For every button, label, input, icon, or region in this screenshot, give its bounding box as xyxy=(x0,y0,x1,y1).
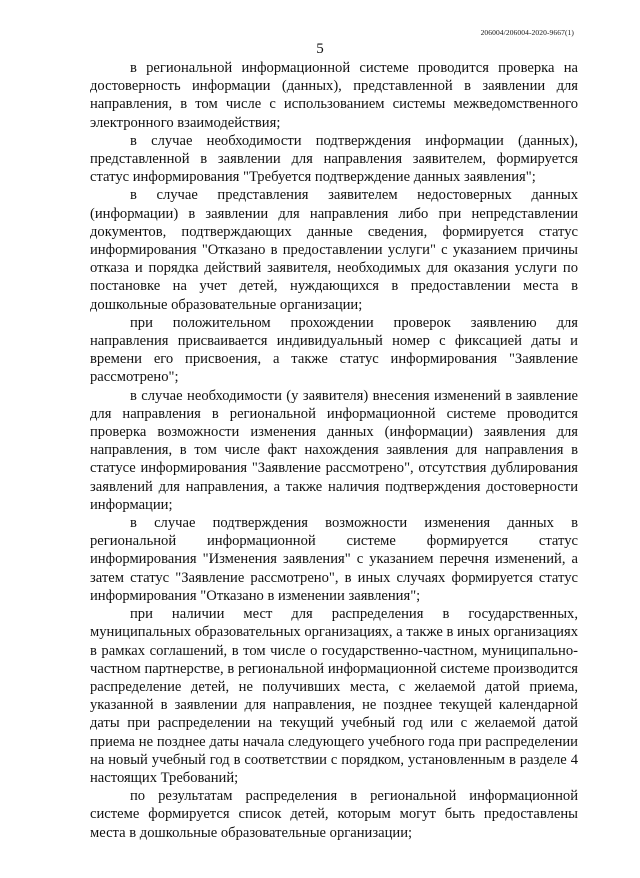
paragraph: при положительном прохождении проверок заявлению для направления присваивается индивидуальный номер с фиксацией даты и времени его присвоения, а также статус информирования "Заявление рассмотрено"; xyxy=(90,314,578,386)
document-body xyxy=(90,59,578,842)
paragraph: в региональной информационной системе проводится проверка на достоверность информации (данных), представленной в заявлении для направления, в том числе с использованием системы межведомственного электронного взаимодействия; xyxy=(90,60,578,131)
paragraph: в случае подтверждения возможности изменения данных в региональной информационной системе формируется статус информирования "Изменения заявления" с указанием перечня изменений, а затем статус "Заявление рассмотрено", в иных случаях формируется статус информирования "Отказано в изменении заявления"; xyxy=(90,515,578,604)
paragraph: в случае необходимости (у заявителя) внесения изменений в заявление для направления в региональной информационной системе проводится проверка возможности изменения данных (информации) заявления для направления, в том числе факт нахождения заявления для направления в статусе информирования "Заявление рассмотрено", отсутствия дублирования заявлений для направления, а также наличия подтверждения достоверности информации; xyxy=(90,387,578,513)
paragraph: по результатам распределения в региональной информационной системе формируется список детей, которым могут быть предоставлены места в дошкольные образовательные организации; xyxy=(90,788,578,841)
page-number: 5 xyxy=(316,41,324,57)
paragraph: в случае представления заявителем недостоверных данных (информации) в заявлении для направления либо при непредставлении документов, подтверждающих данные сведения, формируется статус информирования "Отказано в предоставлении услуги" с указанием причины отказа и порядка действий заявителя, необходимых для оказания услуги по постановке на учет детей, нуждающихся в предоставлении места в дошкольные образовательные организации; xyxy=(90,187,578,313)
document-id: 206004/206004-2020-9667(1) xyxy=(480,28,574,37)
paragraph: при наличии мест для распределения в государственных, муниципальных образовательных организациях, а также в иных организациях в рамках соглашений, в том числе о государственно-частном, муниципально-частном партнерстве, в региональной информационной системе производится распределение детей, не получивших места, с желаемой датой приема, указанной в заявлении для направления, не позднее текущей календарной даты при распределении на текущий учебный год или с желаемой датой приема не позднее даты начала следующего учебного года при распределении на новый учебный год в соответствии с порядком, установленным в разделе 4 настоящих Требований; xyxy=(90,606,578,786)
paragraph: в случае необходимости подтверждения информации (данных), представленной в заявлении для направления заявителем, формируется статус информирования "Требуется подтверждение данных заявления"; xyxy=(90,132,578,186)
